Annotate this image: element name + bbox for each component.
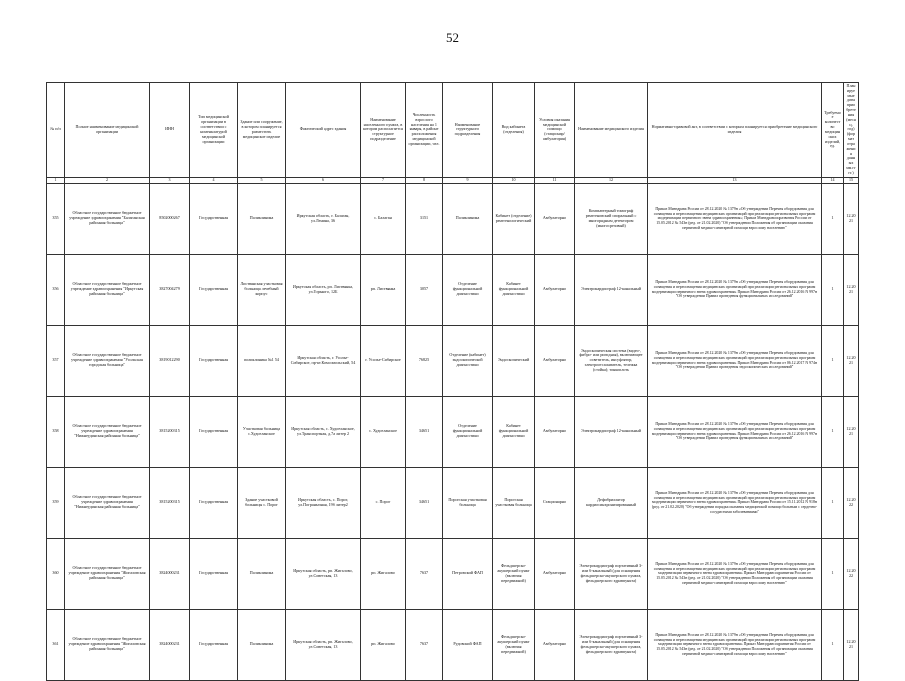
column-number: 8: [406, 177, 443, 183]
table-cell: Государственная: [190, 467, 238, 538]
table-cell: Государственная: [190, 609, 238, 680]
table-cell: 357: [47, 325, 65, 396]
table-cell: 3057: [406, 254, 443, 325]
column-header: Нормативно-правовой акт, в соответствии с которым планируется приобретение медицинского изделия: [648, 83, 822, 178]
table-cell: 8502000267: [150, 183, 190, 254]
table-cell: Электрокардиограф 12-канальный: [575, 396, 648, 467]
table-cell: Амбулаторно: [535, 183, 575, 254]
table-cell: 3824000231: [150, 538, 190, 609]
table-cell: Областное государственное бюджетное учреждение здравоохранения "Нижнеудинская районная больница": [65, 467, 150, 538]
table-cell: 12.2021: [844, 396, 859, 467]
table-cell: Областное государственное бюджетное учреждение здравоохранения "Иркутская районная больница": [65, 254, 150, 325]
page-number: 52: [446, 30, 459, 45]
table-cell: Областное государственное бюджетное учреждение здравоохранения "Нижнеудинская районная больница": [65, 396, 150, 467]
table-cell: Приказ Минздрава России от 28.12.2020 № 1379н «Об утверждении Перечня оборудования для оснащения и переоснащения медицинских организаций при реализации региональных программ модернизации первичного звена здравоохранения» Приказ Минздрава России от 15.11.2012 N 918н (ред. от 21.02.2020) "Об утверждении порядка оказания медицинской помощи больным с сердечно-сосудистыми заболеваниями": [648, 467, 822, 538]
table-cell: Поликлиника: [238, 538, 286, 609]
column-number: 9: [443, 177, 493, 183]
column-number: 7: [361, 177, 406, 183]
table-cell: Государственная: [190, 538, 238, 609]
table-cell: Поликлиника: [238, 183, 286, 254]
column-number: 11: [535, 177, 575, 183]
table-cell: 3819012290: [150, 325, 190, 396]
table-cell: Порогская участковая больница: [493, 467, 535, 538]
table-cell: Государственная: [190, 183, 238, 254]
column-header: Условия оказания медицинской помощи (стационар/амбулатория): [535, 83, 575, 178]
table-cell: Иркутская область, с. Худоеланское, ул.Транспортная, д.7а литер 2: [286, 396, 361, 467]
table-cell: 3151: [406, 183, 443, 254]
table-row: [47, 538, 859, 609]
column-header: Здание или сооружение, в котором планируется разместить медицинское изделие: [238, 83, 286, 178]
table-cell: 360: [47, 538, 65, 609]
column-number: 13: [648, 177, 822, 183]
table-cell: Областное государственное бюджетное учреждение здравоохранения "Жигаловская районная больница": [65, 609, 150, 680]
table-cell: 358: [47, 396, 65, 467]
table-cell: Фельдшерско-акушерский пункт (включая передвижной): [493, 609, 535, 680]
column-number: 14: [822, 177, 844, 183]
table-cell: с. Худоеланское: [361, 396, 406, 467]
table-cell: 7637: [406, 538, 443, 609]
table-cell: 34651: [406, 396, 443, 467]
table-cell: Приказ Минздрава России от 28.12.2020 № 1379н «Об утверждении Перечня оборудования для оснащения и переоснащения медицинских организаций при реализации региональных программ модернизации первичного звена здравоохранения»; Приказ Минздравсоцразвития России от 15.05.2012 № 543н (ред. от 21.02.2020) "Об утверждении Положения об организации оказания первичной медико-санитарной помощи взрослому населению": [648, 183, 822, 254]
table-cell: 12.2022: [844, 467, 859, 538]
table-cell: Эндоскопическая система (видео-, фибро- или ригидная), включающее осветитель, инсуфлятор, электроотсасыватель, тележка (стойка); тонкоплоть: [575, 325, 648, 396]
column-header: Фактический адрес здания: [286, 83, 361, 178]
table-cell: Поликлиника: [238, 609, 286, 680]
table-cell: 355: [47, 183, 65, 254]
column-header: Планируемые даты приобретения (месяц, год) (формат отражения данных мм.гггг.): [844, 83, 859, 178]
table-cell: Амбулаторно: [535, 254, 575, 325]
table-cell: Дефибриллятор кардиосинхронизированный: [575, 467, 648, 538]
table-cell: 1: [822, 538, 844, 609]
table-cell: 1: [822, 183, 844, 254]
table-cell: Кабинет функциональной диагностики: [493, 396, 535, 467]
table-cell: рп. Жигалово: [361, 609, 406, 680]
table-cell: 12.2021: [844, 609, 859, 680]
table-cell: Амбулаторно: [535, 538, 575, 609]
column-header: Тип медицинской организации в соответствии с номенклатурой медицинской организации: [190, 83, 238, 178]
column-number: 15: [844, 177, 859, 183]
table-cell: 1: [822, 254, 844, 325]
column-header: Наименование населенного пункта, в котором располагается структурное подразделение: [361, 83, 406, 178]
table-cell: Эндоскопический: [493, 325, 535, 396]
table-cell: 1: [822, 467, 844, 538]
table-cell: Амбулаторно: [535, 325, 575, 396]
column-header: ИНН: [150, 83, 190, 178]
table-cell: 76825: [406, 325, 443, 396]
column-number: 2: [65, 177, 150, 183]
table-cell: Фельдшерско-акушерский пункт (включая передвижной): [493, 538, 535, 609]
header-row: [47, 83, 859, 178]
table-cell: 3824000231: [150, 609, 190, 680]
column-header: № п/п: [47, 83, 65, 178]
table-cell: Петровский ФАП: [443, 538, 493, 609]
table-cell: 12.2021: [844, 325, 859, 396]
table-cell: Приказ Минздрава России от 28.12.2020 № 1379н «Об утверждении Перечня оборудования для оснащения и переоснащения медицинских организаций при реализации региональных программ модернизации первичного звена здравоохранения» Приказ Минздрава России от 26.12.2016 N 997н "Об утверждении Правил проведения функциональных исследований": [648, 396, 822, 467]
table-cell: Областное государственное бюджетное учреждение здравоохранения "Балаганская районная больница": [65, 183, 150, 254]
table-cell: 12.2021: [844, 254, 859, 325]
column-number: 3: [150, 177, 190, 183]
table-cell: Областное государственное бюджетное учреждение здравоохранения "Усольская городская больница": [65, 325, 150, 396]
table-cell: рп. Жигалово: [361, 538, 406, 609]
column-header: Численность взрослого населения на 1 января, в районе расположения медицинской организации, чел.: [406, 83, 443, 178]
table-cell: Приказ Минздрава России от 28.12.2020 № 1379н «Об утверждении Перечня оборудования для оснащения и переоснащения медицинских организаций при реализации региональных программ модернизации первичного звена здравоохранения» Приказ Минздрава России от 06.12.2017 N 974н "Об утверждении Правил проведения эндоскопических исследований": [648, 325, 822, 396]
table-cell: Кабинет функциональной диагностики: [493, 254, 535, 325]
table-cell: 3827004279: [150, 254, 190, 325]
table-row: [47, 396, 859, 467]
column-number: 5: [238, 177, 286, 183]
table-cell: Государственная: [190, 254, 238, 325]
table-row: [47, 254, 859, 325]
table-cell: Амбулаторно: [535, 396, 575, 467]
table-cell: 1: [822, 325, 844, 396]
table-cell: Приказ Минздрава России от 28.12.2020 № 1379н «Об утверждении Перечня оборудования для оснащения и переоснащения медицинских организаций при реализации региональных программ модернизации первичного звена здравоохранения» Приказ Минздрава России от 26.12.2016 N 997н "Об утверждении Правил проведения функциональных исследований": [648, 254, 822, 325]
table-cell: Кабинет (отделение) рентгенологический: [493, 183, 535, 254]
column-header: Наименование структурного подразделения: [443, 83, 493, 178]
table-cell: Амбулаторно: [535, 609, 575, 680]
table-cell: 3815200315: [150, 467, 190, 538]
table-cell: Листвянская участковая больница лечебный корпус: [238, 254, 286, 325]
column-number: 10: [493, 177, 535, 183]
table-cell: Компьютерный томограф рентгеновский спиральный с многорядным детектором (многосрезовый): [575, 183, 648, 254]
table-cell: с. Балаган: [361, 183, 406, 254]
table-cell: 356: [47, 254, 65, 325]
table-cell: 361: [47, 609, 65, 680]
column-number: 12: [575, 177, 648, 183]
table-row: [47, 609, 859, 680]
column-header: Требуемое количество медицинских изделий, ед.: [822, 83, 844, 178]
table-cell: Приказ Минздрава России от 28.12.2020 № 1379н «Об утверждении Перечня оборудования для оснащения и переоснащения медицинских организаций при реализации региональных программ модернизации первичного звена здравоохранения» Приказ Минздравсоцразвития России от 15.05.2012 № 543н (ред. от 21.02.2020) "Об утверждении Положения об организации оказания первичной медико-санитарной помощи взрослому населению": [648, 609, 822, 680]
table-cell: Рудовский ФАП: [443, 609, 493, 680]
table-cell: Иркутская область, с. Порог, ул.Погранычная, 19б литер2: [286, 467, 361, 538]
table-cell: Отделение (кабинет) эндоскопической диагностики: [443, 325, 493, 396]
table-cell: Иркутская область, рп. Жигалово, ул.Советская, 13: [286, 609, 361, 680]
table-cell: Электрокардиограф 12-канальный: [575, 254, 648, 325]
column-number: 6: [286, 177, 361, 183]
table-cell: Иркутская область, г. Усолье-Сибирское, пр-кт.Комсомольский, 54: [286, 325, 361, 396]
table-cell: Областное государственное бюджетное учреждение здравоохранения "Жигаловская районная больница": [65, 538, 150, 609]
column-header: Полное наименование медицинской организации: [65, 83, 150, 178]
table-cell: Иркутская область, г. Балаган, ул.Ленина, 36: [286, 183, 361, 254]
column-number: 1: [47, 177, 65, 183]
table-cell: Стационарно: [535, 467, 575, 538]
table-cell: 1: [822, 609, 844, 680]
table-cell: поликлиника №1 54: [238, 325, 286, 396]
column-header: Наименование медицинского изделия: [575, 83, 648, 178]
table-cell: г. Усолье-Сибирское: [361, 325, 406, 396]
table-cell: 7637: [406, 609, 443, 680]
table-cell: рп. Листвянка: [361, 254, 406, 325]
column-header: Вид кабинета (отделения): [493, 83, 535, 178]
table-cell: 12.2021: [844, 183, 859, 254]
column-number: 4: [190, 177, 238, 183]
table-cell: Государственная: [190, 396, 238, 467]
table-row: [47, 183, 859, 254]
table-cell: 1: [822, 396, 844, 467]
table-cell: Поликлиника: [443, 183, 493, 254]
table-cell: 359: [47, 467, 65, 538]
table-cell: с. Порог: [361, 467, 406, 538]
table-cell: Отделение функциональной диагностики: [443, 396, 493, 467]
table-cell: Электрокардиограф портативный 3- или 6-канальный (для оснащения фельдшерско-акушерского пункта, фельдшерского здравпункта): [575, 609, 648, 680]
table-cell: Иркутская область, рп. Жигалово, ул.Советская, 13: [286, 538, 361, 609]
table-body: [47, 183, 859, 680]
table-cell: Участковая больница с.Худоеланское: [238, 396, 286, 467]
table-cell: 34651: [406, 467, 443, 538]
equipment-table: [46, 82, 859, 681]
table-cell: Здание участковой больницы с. Порог: [238, 467, 286, 538]
table-cell: Отделение функциональной диагностики: [443, 254, 493, 325]
table-cell: 3815200315: [150, 396, 190, 467]
table-cell: Приказ Минздрава России от 28.12.2020 № 1379н «Об утверждении Перечня оборудования для оснащения и переоснащения медицинских организаций при реализации региональных программ модернизации первичного звена здравоохранения» Приказ Минздравсоцразвития России от 15.05.2012 № 543н (ред. от 21.02.2020) "Об утверждении Положения об организации оказания первичной медико-санитарной помощи взрослому населению": [648, 538, 822, 609]
table-cell: Государственная: [190, 325, 238, 396]
table-row: [47, 325, 859, 396]
table-cell: 12.2022: [844, 538, 859, 609]
table-row: [47, 467, 859, 538]
table-cell: Электрокардиограф портативный 3- или 6-канальный (для оснащения фельдшерско-акушерского пункта, фельдшерского здравпункта): [575, 538, 648, 609]
table-cell: Порогская участковая больница: [443, 467, 493, 538]
table-cell: Иркутская область, рп. Листвянка, ул.Горького, 12Б: [286, 254, 361, 325]
